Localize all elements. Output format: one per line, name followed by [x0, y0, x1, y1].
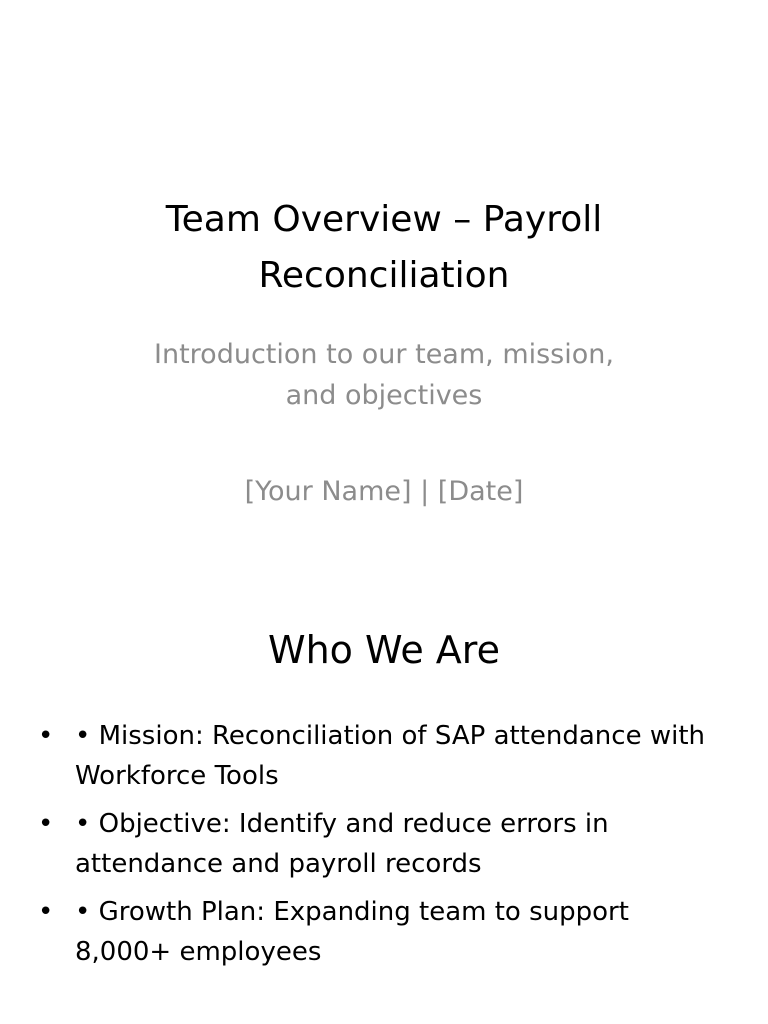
- subtitle-line: and objectives: [285, 380, 483, 411]
- subtitle-line: Introduction to our team, mission,: [154, 339, 614, 370]
- bullet-icon: •: [38, 809, 54, 839]
- byline: [Your Name] | [Date]: [244, 476, 524, 507]
- bullet-item: [38, 716, 718, 796]
- content-slide-title: Who We Are: [268, 628, 500, 672]
- subtitle-spacer: [60, 416, 708, 471]
- bullet-item: [38, 804, 718, 884]
- slide-subtitle: [60, 334, 708, 512]
- bullet-icon: •: [38, 721, 54, 751]
- bullet-list: [38, 716, 718, 980]
- bullet-item: [38, 892, 718, 972]
- content-slide: [0, 576, 768, 1024]
- bullet-text: • Objective: Identify and reduce errors in attendance and payroll records: [75, 809, 609, 879]
- slide-title: Team Overview – Payroll Reconciliation: [165, 199, 603, 296]
- bullet-text: • Mission: Reconciliation of SAP attendance with Workforce Tools: [75, 721, 705, 791]
- bullet-text: • Growth Plan: Expanding team to support 8,000+ employees: [75, 897, 629, 967]
- bullet-icon: •: [38, 897, 54, 927]
